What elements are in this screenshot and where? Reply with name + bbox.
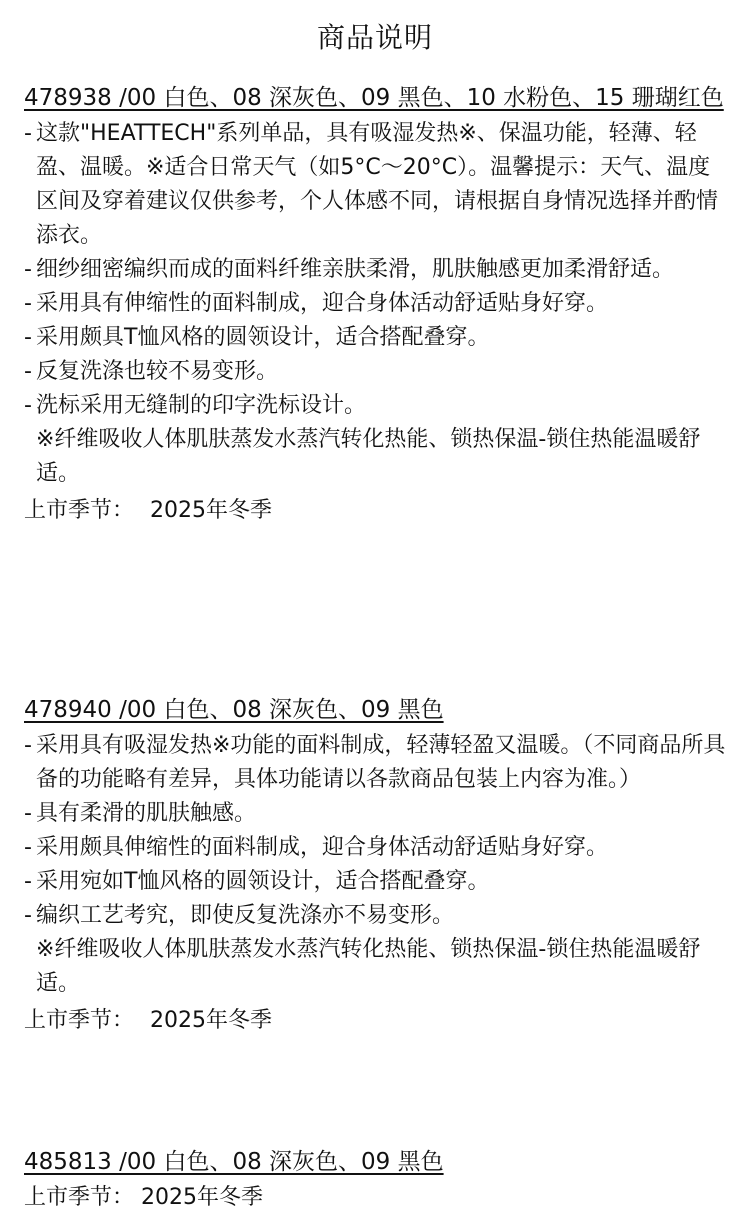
feature-item xyxy=(24,831,730,865)
feature-item xyxy=(24,899,730,933)
season-label: 上市季节： xyxy=(24,1008,135,1033)
feature-item xyxy=(24,865,730,899)
release-season xyxy=(24,1001,730,1041)
feature-list xyxy=(24,117,730,423)
dash-icon: - xyxy=(24,359,32,384)
dash-icon: - xyxy=(24,903,32,928)
dash-icon: - xyxy=(24,393,32,418)
feature-text: 洗标采用无缝制的印字洗标设计。 xyxy=(36,393,367,418)
feature-item xyxy=(24,355,730,389)
dash-icon: - xyxy=(24,733,32,758)
feature-text: 采用宛如T恤风格的圆领设计，适合搭配叠穿。 xyxy=(36,869,490,894)
dash-icon: - xyxy=(24,291,32,316)
dash-icon: - xyxy=(24,121,32,146)
product-section xyxy=(24,1144,730,1215)
feature-text: 反复洗涤也较不易变形。 xyxy=(36,359,279,384)
feature-item xyxy=(24,321,730,355)
feature-item xyxy=(24,389,730,423)
feature-text: 细纱细密编织而成的面料纤维亲肤柔滑，肌肤触感更加柔滑舒适。 xyxy=(36,257,675,282)
release-season-partial: 上市季节： 2025年冬季 xyxy=(24,1185,263,1210)
feature-text: 这款"HEATTECH"系列单品，具有吸湿发热※、保温功能，轻薄、轻盈、温暖。※适合日常天气（如5°C～20°C）。温馨提示：天气、温度区间及穿着建议仅供参考，个人体感不同，请根据自身情况选择并酌情添衣。 xyxy=(36,121,719,248)
feature-text: 采用颇具伸缩性的面料制成，迎合身体活动舒适贴身好穿。 xyxy=(36,835,609,860)
page-title: 商品说明 xyxy=(316,21,433,54)
product-sku-colors: 478940 /00 白色、08 深灰色、09 黑色 xyxy=(24,697,444,723)
season-label: 上市季节： xyxy=(24,498,135,523)
season-value: 2025年冬季 xyxy=(150,1008,273,1033)
feature-item xyxy=(24,729,730,797)
release-season xyxy=(24,491,730,531)
feature-list xyxy=(24,729,730,933)
product-sku-colors: 478938 /00 白色、08 深灰色、09 黑色、10 水粉色、15 珊瑚红色 xyxy=(24,85,724,111)
footnote: ※纤维吸收人体肌肤蒸发水蒸汽转化热能、锁热保温-锁住热能温暖舒适。 xyxy=(36,937,701,996)
feature-text: 采用具有伸缩性的面料制成，迎合身体活动舒适贴身好穿。 xyxy=(36,291,609,316)
dash-icon: - xyxy=(24,257,32,282)
feature-text: 采用颇具T恤风格的圆领设计，适合搭配叠穿。 xyxy=(36,325,490,350)
season-value: 2025年冬季 xyxy=(150,498,273,523)
product-section xyxy=(24,692,730,1041)
feature-item xyxy=(24,117,730,253)
feature-text: 具有柔滑的肌肤触感。 xyxy=(36,801,257,826)
dash-icon: - xyxy=(24,869,32,894)
dash-icon: - xyxy=(24,801,32,826)
footnote: ※纤维吸收人体肌肤蒸发水蒸汽转化热能、锁热保温-锁住热能温暖舒适。 xyxy=(36,427,701,486)
dash-icon: - xyxy=(24,835,32,860)
product-sku-colors: 485813 /00 白色、08 深灰色、09 黑色 xyxy=(24,1149,444,1175)
feature-item xyxy=(24,253,730,287)
feature-item xyxy=(24,797,730,831)
dash-icon: - xyxy=(24,325,32,350)
feature-text: 采用具有吸湿发热※功能的面料制成，轻薄轻盈又温暖。（不同商品所具备的功能略有差异，具体功能请以各款商品包装上内容为准。） xyxy=(36,733,726,792)
product-section xyxy=(24,80,730,531)
feature-text: 编织工艺考究，即使反复洗涤亦不易变形。 xyxy=(36,903,455,928)
feature-item xyxy=(24,287,730,321)
